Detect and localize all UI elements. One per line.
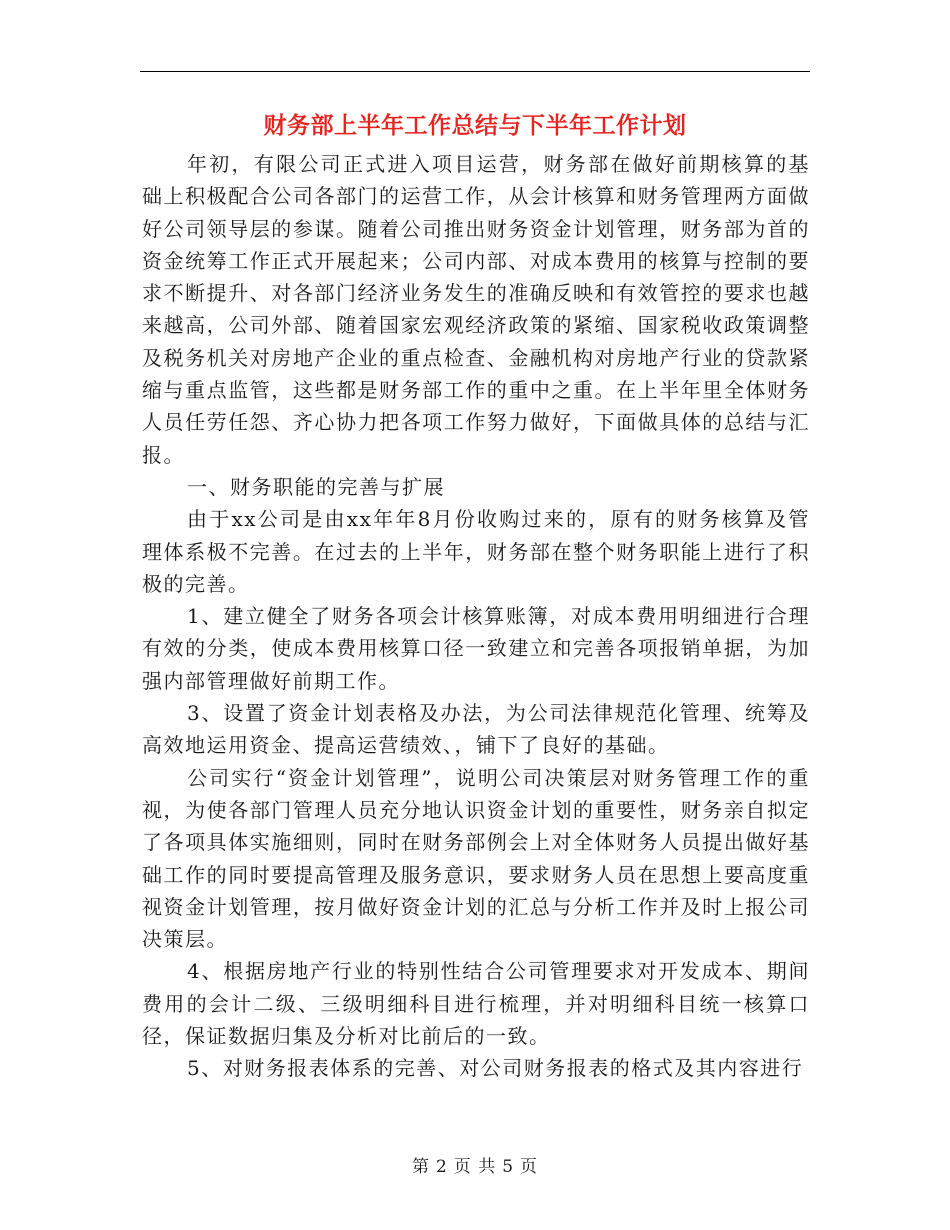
document-title: 财务部上半年工作总结与下半年工作计划: [263, 113, 687, 139]
section-heading-1: 一、财务职能的完善与扩展: [187, 474, 445, 499]
footer-suffix: 页: [520, 1157, 539, 1177]
footer-total-pages: 5: [502, 1157, 515, 1177]
list-item-4: 4、根据房地产行业的特别性结合公司管理要求对开发成本、期间费用的会计二级、三级明细科目进行梳理，并对明细科目统一核算口径，保证数据归集及分析对比前后的一致。: [142, 959, 810, 1049]
footer-middle: 页 共: [453, 1157, 497, 1177]
footer-prefix: 第: [411, 1157, 430, 1177]
paragraph-intro: 年初，有限公司正式进入项目运营，财务部在做好前期核算的基础上积极配合公司各部门的运营工作，从会计核算和财务管理两方面做好公司领导层的参谋。随着公司推出财务资金计划管理，财务部为首的资金统筹工作正式开展起来；公司内部、对成本费用的核算与控制的要求不断提升、对各部门经济业务发生的准确反映和有效管控的要求也越来越高，公司外部、随着国家宏观经济政策的紧缩、国家税收政策调整及税务机关对房地产企业的重点检查、金融机构对房地产行业的贷款紧缩与重点监管，这些都是财务部工作的重中之重。在上半年里全体财务人员任劳任怨、齐心协力把各项工作努力做好，下面做具体的总结与汇报。: [142, 152, 810, 467]
header-rule: [140, 71, 810, 72]
list-item-5: 5、对财务报表体系的完善、对公司财务报表的格式及其内容进行: [187, 1056, 804, 1081]
list-item-1: 1、建立健全了财务各项会计核算账簿，对成本费用明细进行合理有效的分类，使成本费用核算口径一致建立和完善各项报销单据，为加强内部管理做好前期工作。: [142, 604, 810, 693]
document-body: [142, 148, 810, 1085]
footer-page-number: 2: [435, 1157, 448, 1177]
paragraph-background: 由于xx公司是由xx年年8月份收购过来的，原有的财务核算及管理体系极不完善。在过去的上半年，财务部在整个财务职能上进行了积极的完善。: [142, 507, 810, 596]
page-footer: [0, 1155, 950, 1179]
list-item-3: 3、设置了资金计划表格及办法，为公司法律规范化管理、统筹及高效地运用资金、提高运营绩效、，铺下了良好的基础。: [142, 701, 810, 758]
paragraph-fund-plan: 公司实行“资金计划管理”，说明公司决策层对财务管理工作的重视，为使各部门管理人员充分地认识资金计划的重要性，财务亲自拟定了各项具体实施细则，同时在财务部例会上对全体财务人员提出做好基础工作的同时要提高管理及服务意识，要求财务人员在思想上要高度重视资金计划管理，按月做好资金计划的汇总与分析工作并及时上报公司决策层。: [142, 765, 810, 952]
